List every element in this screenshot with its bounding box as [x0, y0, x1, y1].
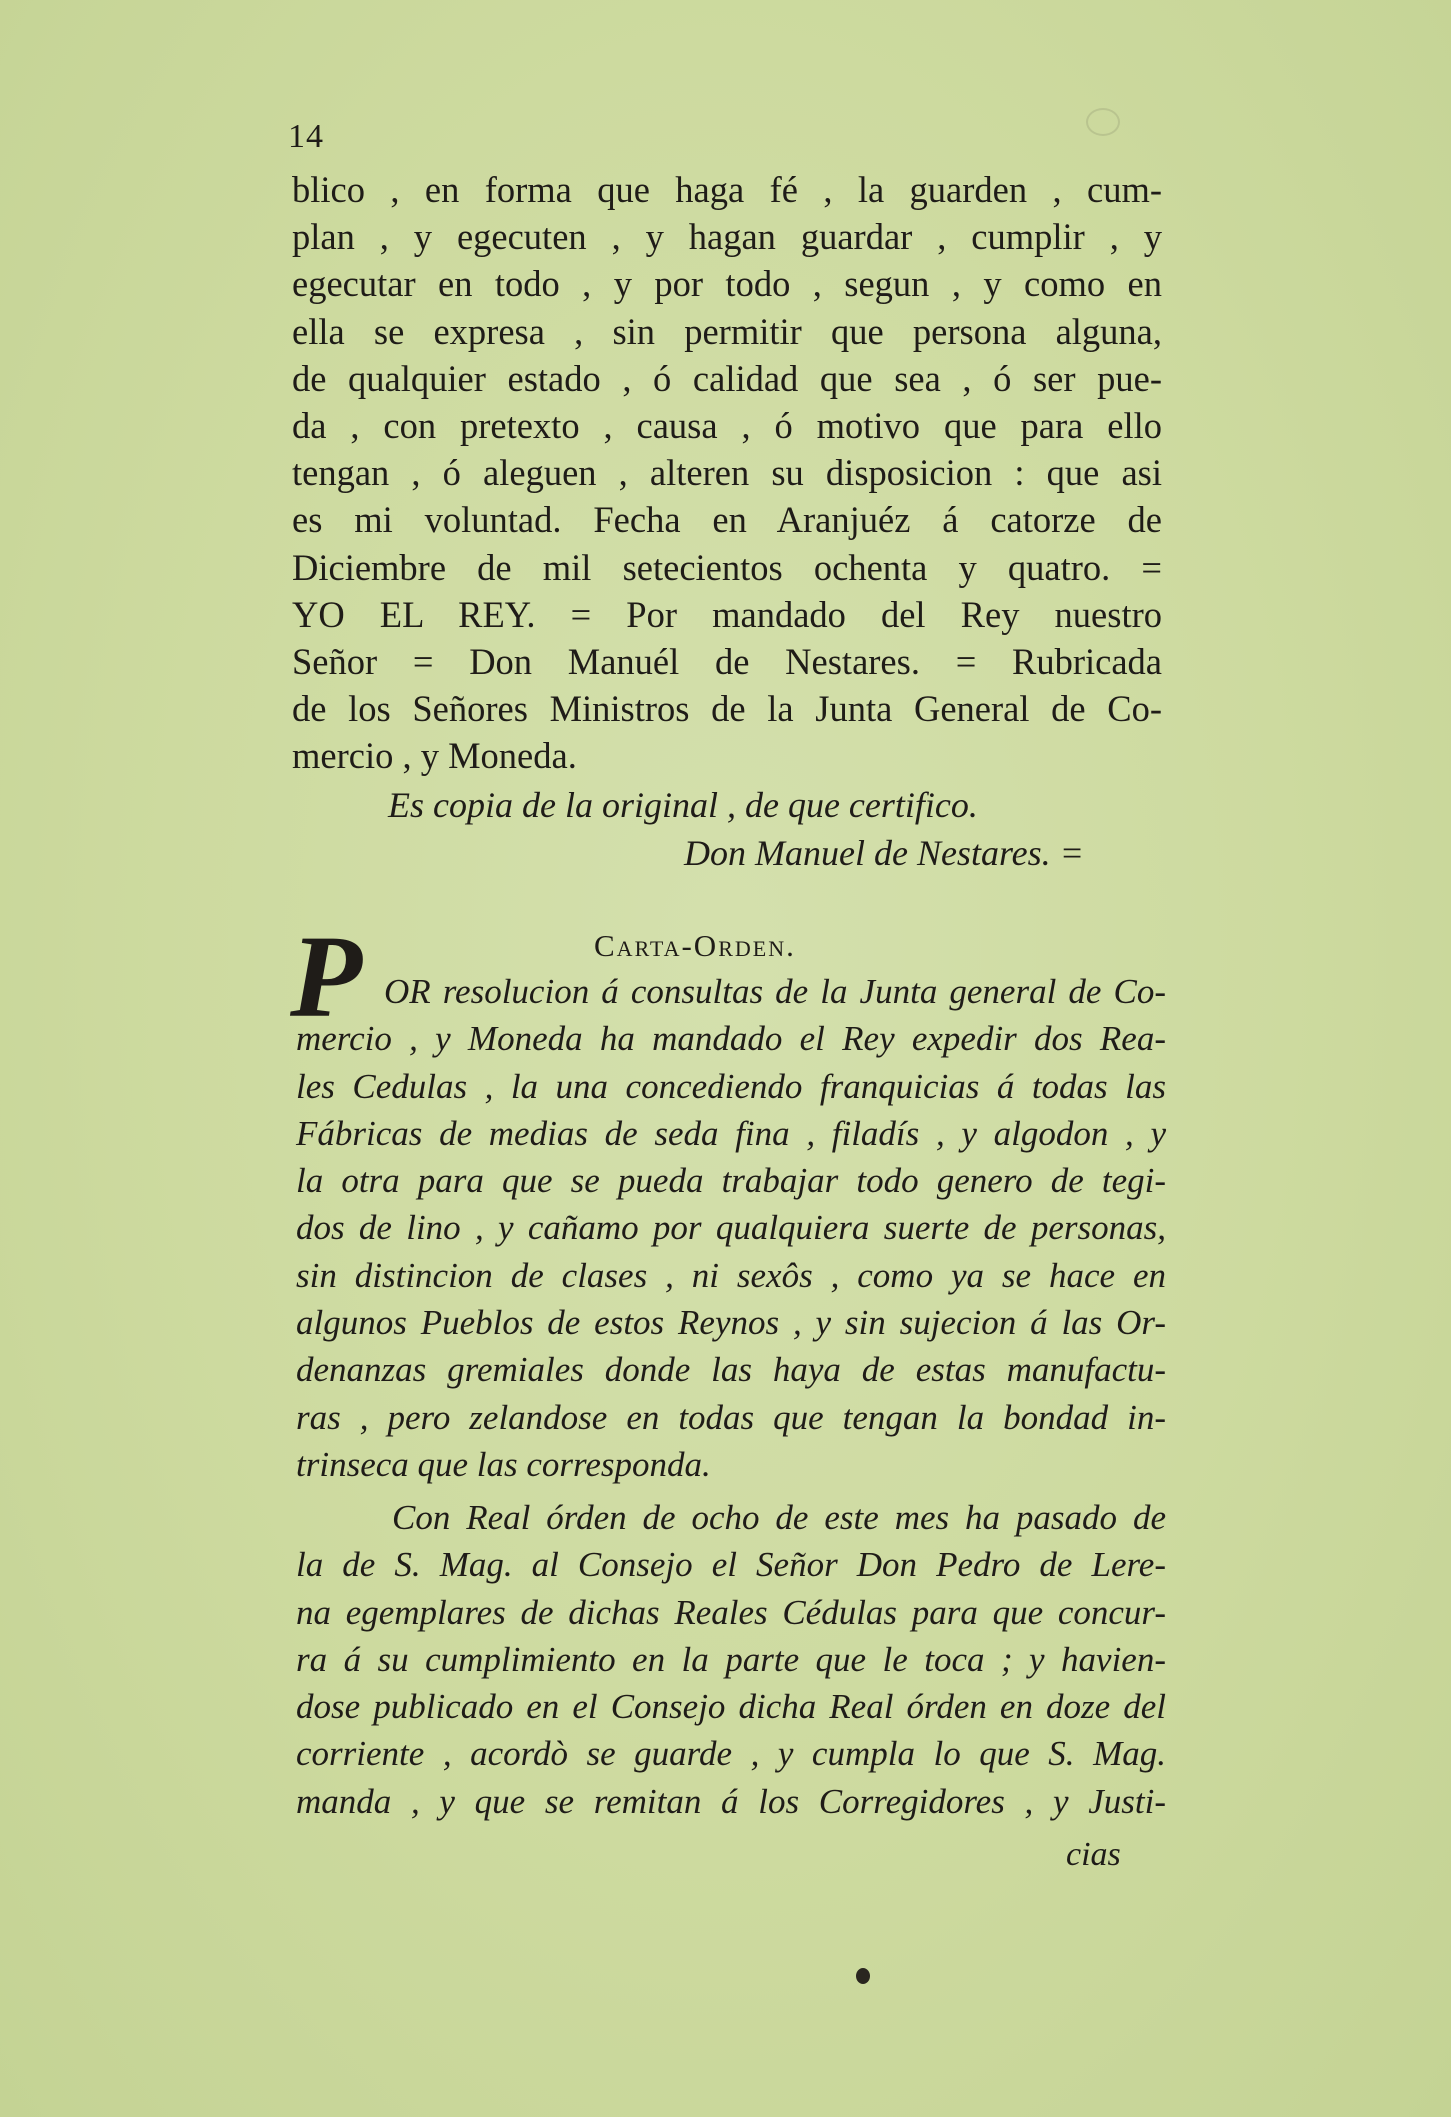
text-line: plan , y egecuten , y hagan guardar , cumplir , y [292, 216, 1162, 258]
text-line: egecutar en todo , y por todo , segun , y como en [292, 263, 1162, 305]
text-line: corriente , acordò se guarde , y cumpla lo que S. Mag. [296, 1734, 1166, 1774]
text-line: Fábricas de medias de seda fina , filadís , y algodon , y [296, 1113, 1166, 1153]
text-line: denanzas gremiales donde las haya de estas manufactu- [296, 1350, 1166, 1390]
text-line: Diciembre de mil setecientos ochenta y quatro. = [292, 546, 1162, 588]
text-line: dos de lino , y cañamo por qualquiera suerte de personas, [296, 1208, 1166, 1248]
text-line: Señor = Don Manuél de Nestares. = Rubricada [292, 641, 1162, 683]
text-line: OR resolucion á consultas de la Junta general de Co- [384, 972, 1166, 1011]
catchword: cias [1066, 1836, 1121, 1873]
text-line: tengan , ó aleguen , alteren su disposicion : que asi [292, 452, 1162, 494]
text-line: Con Real órden de ocho de este mes ha pasado de [392, 1498, 1166, 1537]
text-line: YO EL REY. = Por mandado del Rey nuestro [292, 593, 1162, 635]
text-line: na egemplares de dichas Reales Cédulas para que concur- [296, 1592, 1166, 1632]
text-line: dose publicado en el Consejo dicha Real órden en doze del [296, 1687, 1166, 1727]
text-line: la otra para que se pueda trabajar todo genero de tegi- [296, 1161, 1166, 1201]
text-line: es mi voluntad. Fecha en Aranjuéz á catorze de [292, 499, 1162, 541]
certification-line: Es copia de la original , de que certifico. [388, 785, 978, 825]
carta-orden-paragraph [296, 1494, 1166, 1825]
carta-orden-paragraph [296, 968, 1166, 1488]
text-line: da , con pretexto , causa , ó motivo que para ello [292, 405, 1162, 447]
text-line: ras , pero zelandose en todas que tengan la bondad in- [296, 1397, 1166, 1437]
text-line: trinseca que las corresponda. [296, 1444, 711, 1484]
text-line: la de S. Mag. al Consejo el Señor Don Pedro de Lere- [296, 1545, 1166, 1585]
signature-line: Don Manuel de Nestares. = [684, 833, 1084, 873]
text-line: manda , y que se remitan á los Corregidores , y Justi- [296, 1781, 1166, 1821]
text-line: mercio , y Moneda. [292, 735, 577, 777]
text-line: de qualquier estado , ó calidad que sea , ó ser pue- [292, 357, 1162, 399]
text-line: mercio , y Moneda ha mandado el Rey expedir dos Rea- [296, 1019, 1166, 1059]
ink-blot [856, 1968, 870, 1984]
text-line: de los Señores Ministros de la Junta General de Co- [292, 688, 1162, 730]
text-line: ella se expresa , sin permitir que persona alguna, [292, 310, 1162, 352]
text-line: les Cedulas , la una concediendo franquicias á todas las [296, 1066, 1166, 1106]
text-line: blico , en forma que haga fé , la guarden , cum- [292, 169, 1162, 210]
text-line: algunos Pueblos de estos Reynos , y sin sujecion á las Or- [296, 1303, 1166, 1343]
page-number: 14 [288, 118, 324, 155]
section-heading: Carta-Orden. [594, 928, 796, 963]
paper-stain [1086, 108, 1120, 136]
text-line: ra á su cumplimiento en la parte que le toca ; y havien- [296, 1639, 1166, 1679]
drop-cap: P [290, 911, 363, 1042]
decree-closing-paragraph [292, 166, 1162, 780]
text-line: sin distincion de clases , ni sexôs , como ya se hace en [296, 1255, 1166, 1295]
